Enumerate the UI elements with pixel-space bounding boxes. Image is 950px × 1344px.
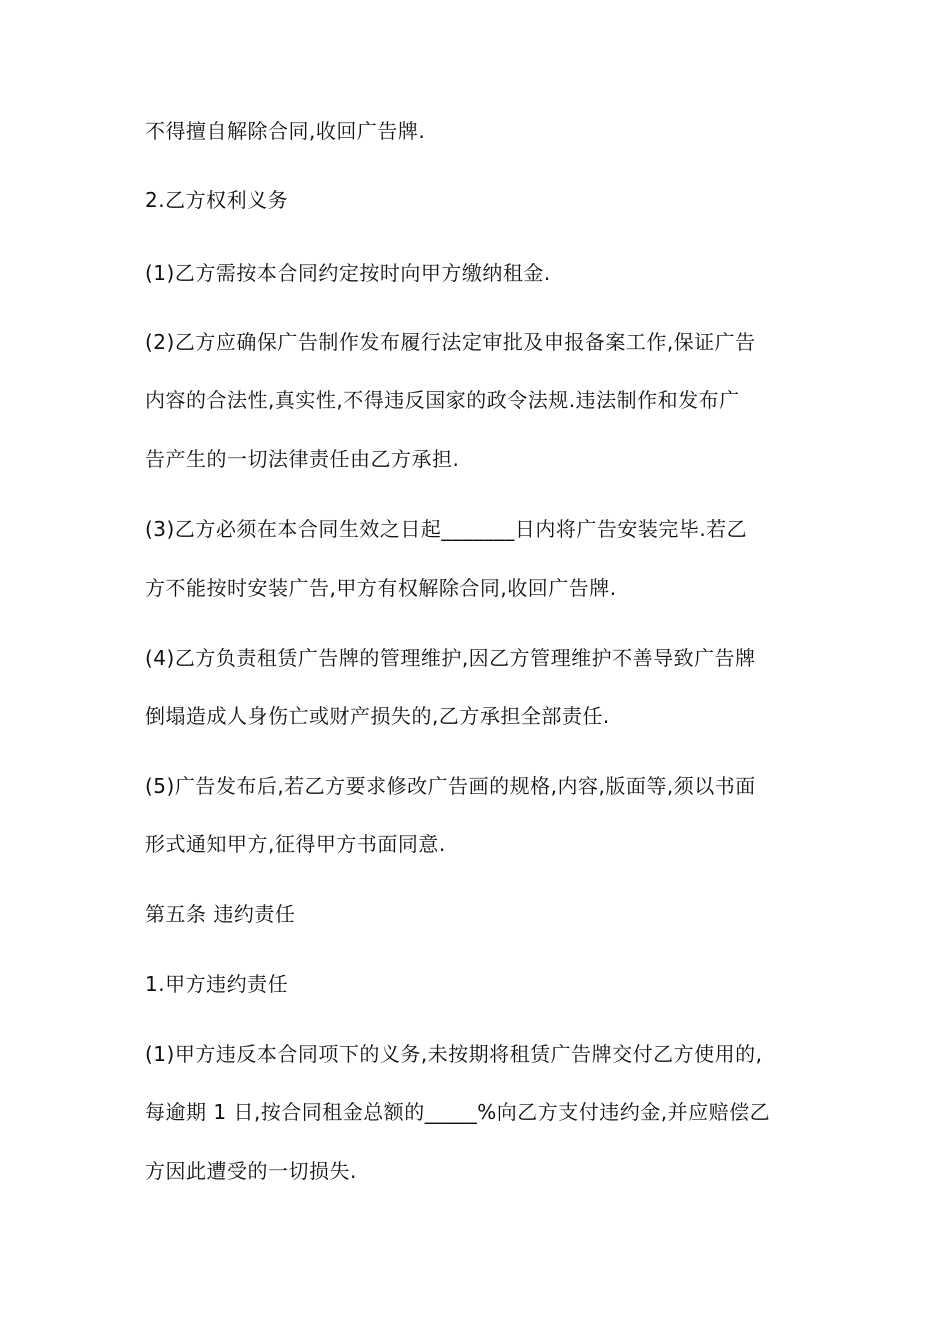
text-line: 不得擅自解除合同,收回广告牌. [145, 119, 426, 143]
text-line: (3)乙方必须在本合同生效之日起_______日内将广告安装完毕.若乙 [145, 517, 748, 541]
text-line: 形式通知甲方,征得甲方书面同意. [145, 832, 446, 856]
text-line: 内容的合法性,真实性,不得违反国家的政令法规.违法制作和发布广 [145, 388, 740, 412]
text-line: (1)乙方需按本合同约定按时向甲方缴纳租金. [145, 261, 551, 285]
text-line: 倒塌造成人身伤亡或财产损失的,乙方承担全部责任. [145, 704, 610, 728]
text-line: (4)乙方负责租赁广告牌的管理维护,因乙方管理维护不善导致广告牌 [145, 646, 756, 670]
text-line: 告产生的一切法律责任由乙方承担. [145, 447, 460, 471]
text-line: 方因此遭受的一切损失. [145, 1159, 357, 1183]
text-line: (2)乙方应确保广告制作发布履行法定审批及申报备案工作,保证广告 [145, 330, 756, 354]
text-line: (5)广告发布后,若乙方要求修改广告画的规格,内容,版面等,须以书面 [145, 774, 756, 798]
section-heading: 1.甲方违约责任 [145, 972, 289, 996]
article-heading: 第五条 违约责任 [145, 902, 296, 926]
text-line: 每逾期 1 日,按合同租金总额的_____%向乙方支付违约金,并应赔偿乙 [145, 1100, 771, 1124]
text-line: (1)甲方违反本合同项下的义务,未按期将租赁广告牌交付乙方使用的, [145, 1042, 763, 1066]
section-heading: 2.乙方权利义务 [145, 188, 289, 212]
text-line: 方不能按时安装广告,甲方有权解除合同,收回广告牌. [145, 576, 617, 600]
